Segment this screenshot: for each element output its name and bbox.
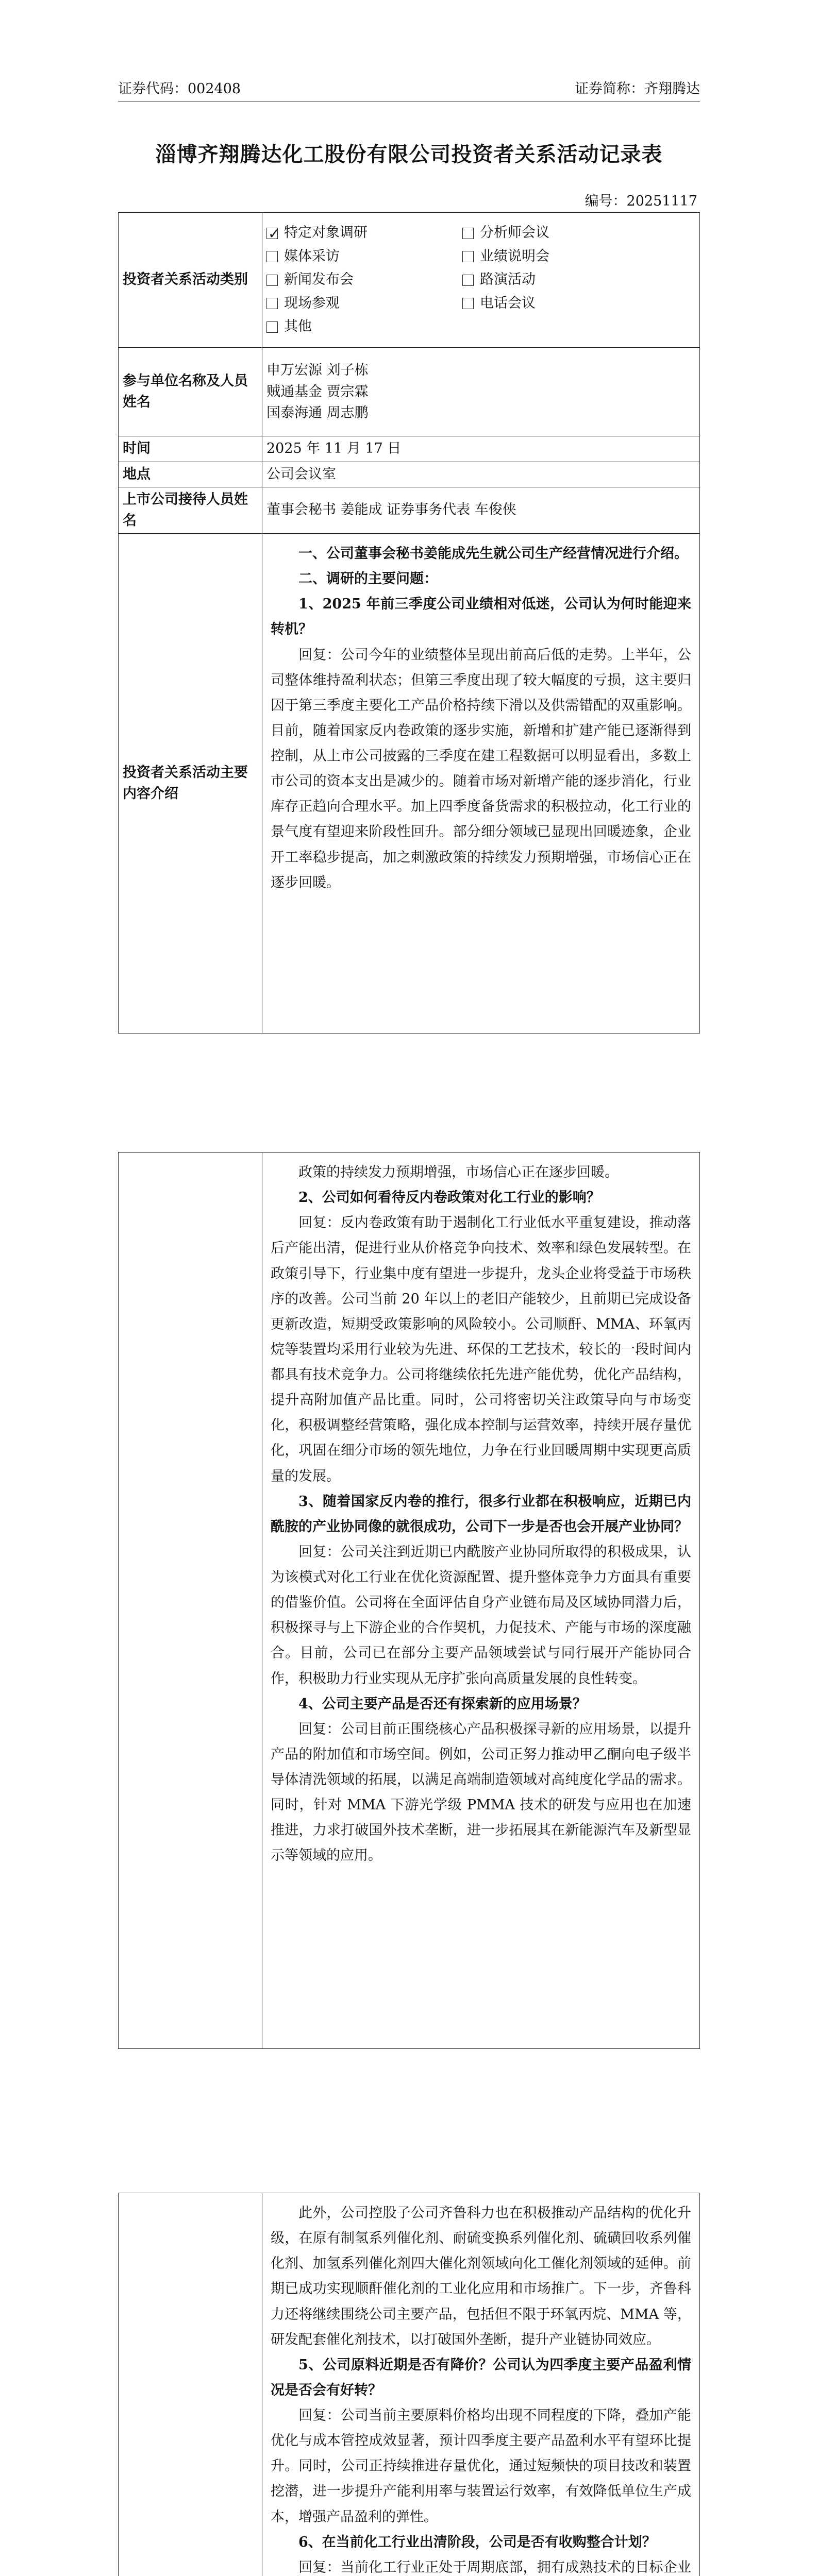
time-label: 时间 bbox=[119, 436, 262, 462]
participant-entry: 国泰海通 周志鹏 bbox=[266, 405, 369, 421]
checkbox-icon bbox=[462, 298, 474, 309]
main-content-label-continued bbox=[119, 1153, 262, 2049]
main-content-part-2 bbox=[262, 1153, 700, 2049]
main-content-label: 投资者关系活动主要内容介绍 bbox=[119, 534, 262, 1033]
answer-1-tail: 政策的持续发力预期增强，市场信心正在逐步回暖。 bbox=[298, 1164, 619, 1180]
checkbox-checked-icon bbox=[266, 228, 278, 239]
checkbox-earnings-call[interactable]: 业绩说明会 bbox=[462, 246, 695, 267]
document-title: 淄博齐翔腾达化工股份有限公司投资者关系活动记录表 bbox=[155, 142, 663, 166]
checkbox-icon bbox=[462, 228, 474, 239]
stock-short-name: 证券简称：齐翔腾达 bbox=[575, 81, 700, 97]
reception-label: 上市公司接待人员姓名 bbox=[119, 487, 262, 534]
answer-4-continued: 此外，公司控股子公司齐鲁科力也在积极推动产品结构的优化升级，在原有制氢系列催化剂、耐硫变换系列催化剂、硫磺回收系列催化剂、加氢系列催化剂四大催化剂领域向化工催化剂领域的延伸。前期已成功实现顺酐催化剂的工业化应用和市场推广。下一步，齐鲁科力还将继续围绕公司主要产品，包括但不限于环氧丙烷、MMA 等，研发配套催化剂技术，以打破国外垄断，提升产业链协同效应。 bbox=[271, 2205, 691, 2348]
participants-label: 参与单位名称及人员姓名 bbox=[119, 348, 262, 436]
answer-2: 回复：反内卷政策有助于遏制化工行业低水平重复建设，推动落后产能出清，促进行业从价格竞争向技术、效率和绿色发展转型。在政策引导下，行业集中度有望进一步提升，龙头企业将受益于市场秩序的改善。公司当前 20 年以上的老旧产能较少，且前期已完成设备更新改造，短期受政策影响的风险较小。公司顺酐、MMA、环氧丙烷等装置均采用行业较为先进、环保的工艺技术，较长的一段时间内都具有技术竞争力。公司将继续依托先进产能优势，优化产品结构，提升高附加值产品比重。同时，公司将密切关注政策导向与市场变化，积极调整经营策略，强化成本控制与运营效率，持续开展存量优化，巩固在细分市场的领先地位，力争在行业回暖周期中实现更高质量的发展。 bbox=[271, 1215, 691, 1484]
question-2: 2、公司如何看待反内卷政策对化工行业的影响？ bbox=[298, 1190, 600, 1206]
participant-entry: 贼通基金 贾宗霖 bbox=[266, 383, 369, 400]
participant-entry: 申万宏源 刘子栋 bbox=[266, 362, 369, 378]
reception-value: 董事会秘书 姜能成 证券事务代表 车俊侠 bbox=[262, 487, 700, 534]
question-1: 1、2025 年前三季度公司业绩相对低迷，公司认为何时能迎来转机？ bbox=[271, 596, 691, 638]
question-5: 5、公司原料近期是否有降价？公司认为四季度主要产品盈利情况是否会有好转？ bbox=[271, 2357, 691, 2398]
checkbox-icon bbox=[266, 251, 278, 262]
record-table bbox=[118, 212, 700, 1033]
page-1 bbox=[0, 0, 818, 1036]
checkbox-specific-research[interactable]: ✓ 特定对象调研 bbox=[266, 223, 462, 244]
answer-5: 回复：公司当前主要原料价格均出现不同程度的下降，叠加产能优化与成本管控成效显著，预计四季度主要产品盈利水平有望环比提升。同时，公司正持续推进存量优化，通过短频快的项目技改和装置挖潜，进一步提升产能利用率与装置运行效率，有效降低单位生产成本，增强产品盈利的弹性。 bbox=[271, 2408, 691, 2525]
checkbox-media-interview[interactable]: 媒体采访 bbox=[266, 246, 462, 267]
main-content-part-3 bbox=[262, 2193, 700, 2576]
checkbox-icon bbox=[266, 321, 278, 333]
section-heading: 二、调研的主要问题： bbox=[298, 571, 438, 587]
question-4: 4、公司主要产品是否还有探索新的应用场景？ bbox=[298, 1696, 587, 1712]
checkbox-analyst-meeting[interactable]: 分析师会议 bbox=[462, 223, 695, 244]
checkbox-roadshow[interactable]: 路演活动 bbox=[462, 269, 695, 291]
intro-paragraph: 一、公司董事会秘书姜能成先生就公司生产经营情况进行介绍。 bbox=[298, 546, 688, 562]
answer-1: 回复：公司今年的业绩整体呈现出前高后低的走势。上半年，公司整体维持盈利状态；但第三季度出现了较大幅度的亏损，这主要归因于第三季度主要化工产品价格持续下滑以及供需错配的双重影响。目前，随着国家反内卷政策的逐步实施，新增和扩建产能已逐渐得到控制，从上市公司披露的三季度在建工程数据可以明显看出，多数上市公司的资本支出是减少的。随着市场对新增产能的逐步消化，行业库存正趋向合理水平。加上四季度备货需求的积极拉动，化工行业的景气度有望迎来阶段性回升。部分细分领域已显现出回暖迹象，企业开工率稳步提高，加之刺激政策的持续发力预期增强，市场信心正在逐步回暖。 bbox=[271, 647, 691, 891]
checkbox-icon bbox=[462, 251, 474, 262]
page-2 bbox=[0, 1036, 818, 2071]
main-content-part-1 bbox=[262, 534, 700, 1033]
place-label: 地点 bbox=[119, 462, 262, 487]
page-header bbox=[118, 77, 700, 98]
checkbox-site-visit[interactable]: 现场参观 bbox=[266, 293, 462, 314]
answer-4: 回复：公司目前正围绕核心产品积极探寻新的应用场景，以提升产品的附加值和市场空间。例如，公司正努力推动甲乙酮向电子级半导体清洗领域的拓展，以满足高端制造领域对高纯度化学品的需求。同时，针对 MMA 下游光学级 PMMA 技术的研发与应用也在加速推进，力求打破国外技术垄断，进一步拓展其在新能源汽车及新型显示等领域的应用。 bbox=[271, 1721, 691, 1864]
category-options bbox=[262, 213, 700, 348]
stock-code: 证券代码：002408 bbox=[118, 81, 241, 97]
question-3: 3、随着国家反内卷的推行，很多行业都在积极响应，近期已内酰胺的产业协同像的就很成功，公司下一步是否也会开展产业协同？ bbox=[271, 1493, 691, 1535]
checkbox-icon bbox=[462, 275, 474, 286]
participants-list bbox=[262, 348, 700, 436]
answer-6: 回复：当前化工行业正处于周期底部，拥有成熟技术的目标企业 bbox=[298, 2559, 691, 2575]
record-table-continued bbox=[118, 1152, 700, 2049]
page-3 bbox=[0, 2071, 818, 2576]
checkbox-conference-call[interactable]: 电话会议 bbox=[462, 293, 695, 314]
checkbox-icon bbox=[266, 298, 278, 309]
checkbox-press-conference[interactable]: 新闻发布会 bbox=[266, 269, 462, 291]
question-6: 6、在当前化工行业出清阶段，公司是否有收购整合计划？ bbox=[298, 2534, 656, 2550]
checkbox-icon bbox=[266, 275, 278, 286]
answer-3: 回复：公司关注到近期已内酰胺产业协同所取得的积极成果，认为该模式对化工行业在优化资源配置、提升整体竞争力方面具有重要的借鉴价值。公司将在全面评估自身产业链布局及区域协同潜力后，积极探寻与上下游企业的合作契机，力促技术、产能与市场的深度融合。目前，公司已在部分主要产品领域尝试与同行展开产能协同合作，积极助力行业实现从无序扩张向高质量发展的良性转变。 bbox=[271, 1544, 691, 1687]
main-content-label-continued bbox=[119, 2193, 262, 2576]
place-value: 公司会议室 bbox=[262, 462, 700, 487]
category-label: 投资者关系活动类别 bbox=[119, 213, 262, 348]
time-value: 2025 年 11 月 17 日 bbox=[262, 436, 700, 462]
document-number: 编号：20251117 bbox=[585, 193, 697, 209]
record-table-continued-3 bbox=[118, 2193, 700, 2576]
checkbox-other[interactable]: 其他 bbox=[266, 316, 462, 337]
